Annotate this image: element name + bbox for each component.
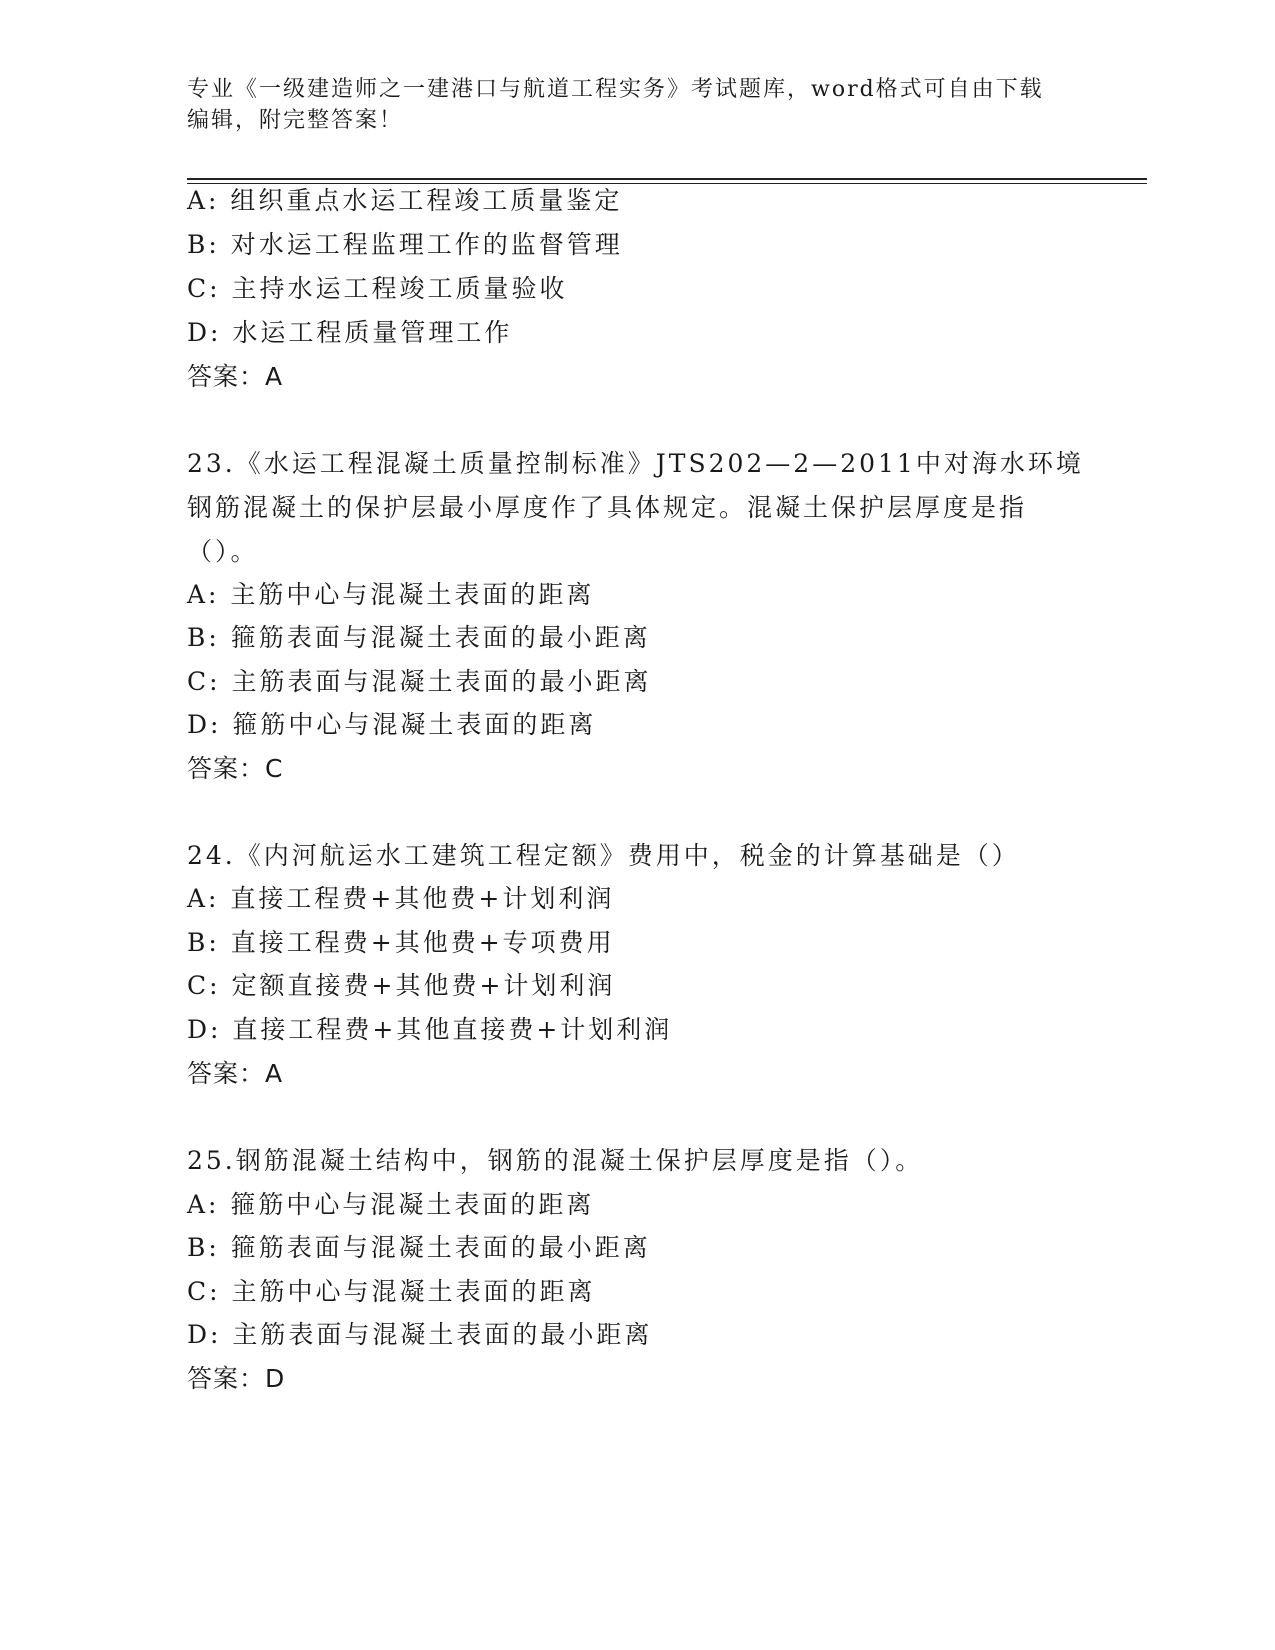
- header-divider-thin: [187, 183, 1147, 184]
- header-line-1: 专业《一级建造师之一建港口与航道工程实务》考试题库，word格式可自由下载: [187, 77, 1044, 102]
- q23-option-d: D: 箍筋中心与混凝土表面的距离: [187, 710, 597, 739]
- q24-option-d: D: 直接工程费+其他直接费+计划利润: [187, 1015, 673, 1044]
- q23-option-b: B: 箍筋表面与混凝土表面的最小距离: [187, 623, 651, 652]
- header-divider-thick: [187, 178, 1147, 180]
- q25-option-a: A: 箍筋中心与混凝土表面的距离: [187, 1190, 595, 1219]
- q25-option-d: D: 主筋表面与混凝土表面的最小距离: [187, 1320, 653, 1349]
- q25-option-b: B: 箍筋表面与混凝土表面的最小距离: [187, 1233, 651, 1262]
- q22-option-d: D: 水运工程质量管理工作: [187, 318, 513, 347]
- q22-option-a: A: 组织重点水运工程竣工质量鉴定: [187, 186, 623, 215]
- q23-stem-line-2: 钢筋混凝土的保护层最小厚度作了具体规定。混凝土保护层厚度是指: [187, 493, 1028, 522]
- document-header: [187, 74, 1067, 136]
- q24-stem-line-1: 24.《内河航运水工建筑工程定额》费用中，税金的计算基础是（）: [187, 841, 1020, 870]
- q24-option-b: B: 直接工程费+其他费+专项费用: [187, 928, 615, 957]
- q24-option-c: C: 定额直接费+其他费+计划利润: [187, 971, 616, 1000]
- q22-option-c: C: 主持水运工程竣工质量验收: [187, 274, 568, 303]
- q24-option-a: A: 直接工程费+其他费+计划利润: [187, 884, 615, 913]
- q22-option-b: B: 对水运工程监理工作的监督管理: [187, 230, 623, 259]
- q23-stem-line-1: 23.《水运工程混凝土质量控制标准》JTS202—2—2011中对海水环境: [187, 449, 1084, 478]
- q25-answer: 答案：D: [187, 1364, 286, 1393]
- q23-option-a: A: 主筋中心与混凝土表面的距离: [187, 580, 595, 609]
- q23-answer: 答案：C: [187, 754, 284, 783]
- q25-stem-line-1: 25.钢筋混凝土结构中，钢筋的混凝土保护层厚度是指（）。: [187, 1146, 924, 1175]
- q23-stem-line-3: （）。: [187, 537, 259, 566]
- header-line-2: 编辑，附完整答案！: [187, 108, 404, 133]
- q23-option-c: C: 主筋表面与混凝土表面的最小距离: [187, 667, 652, 696]
- q25-option-c: C: 主筋中心与混凝土表面的距离: [187, 1277, 596, 1306]
- q22-answer: 答案：A: [187, 362, 284, 391]
- q24-answer: 答案：A: [187, 1059, 284, 1088]
